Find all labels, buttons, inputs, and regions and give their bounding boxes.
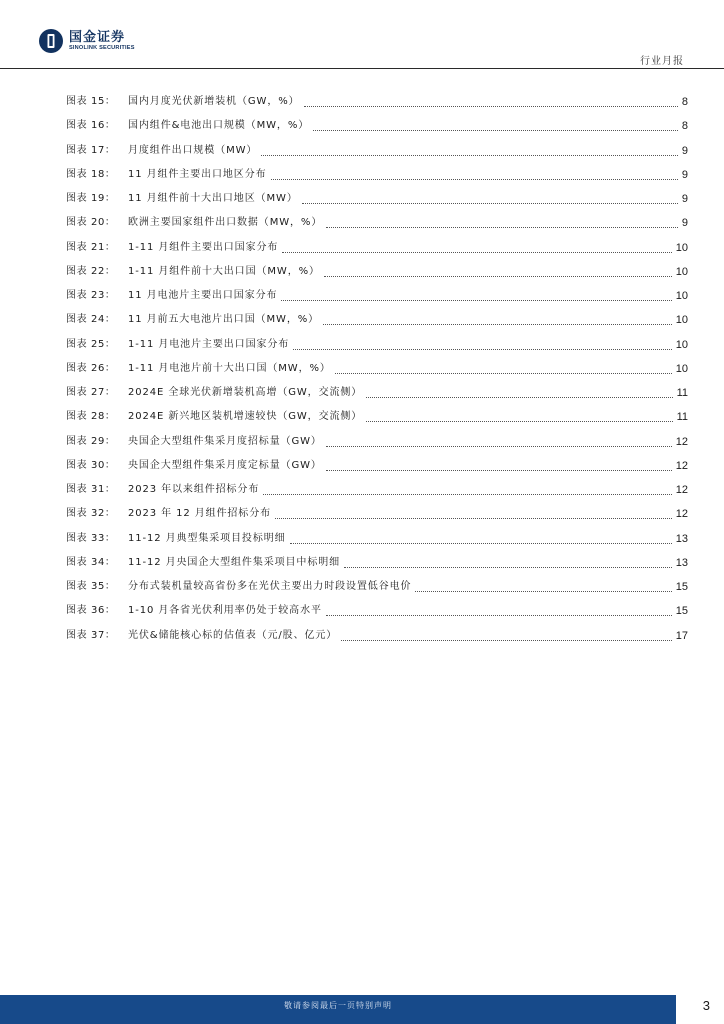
toc-page-number[interactable]: 11 bbox=[676, 387, 688, 400]
header-divider bbox=[0, 68, 724, 69]
toc-page-number[interactable]: 12 bbox=[675, 508, 688, 521]
toc-entry[interactable] bbox=[66, 575, 688, 599]
toc-figure-title[interactable]: 1-11 月组件前十大出口国（MW，%） bbox=[128, 265, 320, 277]
toc-figure-number: 图表 16： bbox=[66, 120, 116, 132]
toc-figure-title[interactable]: 欧洲主要国家组件出口数据（MW，%） bbox=[128, 217, 323, 229]
logo-emblem-icon bbox=[38, 28, 64, 54]
toc-entry[interactable] bbox=[66, 284, 688, 308]
toc-entry[interactable] bbox=[66, 211, 688, 235]
toc-figure-title[interactable]: 2023 年 12 月组件招标分布 bbox=[128, 508, 272, 520]
toc-page-number[interactable]: 12 bbox=[675, 459, 688, 472]
toc-figure-number: 图表 26： bbox=[66, 362, 116, 374]
logo-english-name: SINOLINK SECURITIES bbox=[69, 45, 135, 51]
toc-dot-leader bbox=[341, 639, 672, 641]
toc-figure-number: 图表 23： bbox=[66, 290, 116, 302]
toc-dot-leader bbox=[415, 590, 671, 592]
toc-figure-title[interactable]: 11-12 月央国企大型组件集采项目中标明细 bbox=[128, 556, 341, 568]
toc-dot-leader bbox=[326, 226, 678, 228]
toc-entry[interactable] bbox=[66, 527, 688, 551]
toc-dot-leader bbox=[324, 275, 672, 277]
toc-figure-title[interactable]: 1-11 月电池片主要出口国家分布 bbox=[128, 338, 290, 350]
toc-figure-title[interactable]: 2024E 全球光伏新增装机高增（GW，交流侧） bbox=[128, 387, 363, 399]
toc-figure-number: 图表 36： bbox=[66, 605, 116, 617]
toc-figure-number: 图表 21： bbox=[66, 241, 116, 253]
toc-page-number[interactable]: 10 bbox=[675, 338, 688, 351]
toc-figure-number: 图表 27： bbox=[66, 387, 116, 399]
toc-dot-leader bbox=[366, 396, 672, 398]
toc-entry[interactable] bbox=[66, 308, 688, 332]
toc-dot-leader bbox=[290, 542, 672, 544]
toc-figure-number: 图表 24： bbox=[66, 314, 116, 326]
toc-figure-title[interactable]: 2024E 新兴地区装机增速较快（GW，交流侧） bbox=[128, 411, 363, 423]
report-type-label: 行业月报 bbox=[640, 56, 684, 67]
toc-figure-number: 图表 20： bbox=[66, 217, 116, 229]
toc-dot-leader bbox=[313, 129, 678, 131]
toc-entry[interactable] bbox=[66, 236, 688, 260]
toc-entry[interactable] bbox=[66, 454, 688, 478]
toc-figure-number: 图表 18： bbox=[66, 168, 116, 180]
toc-entry[interactable] bbox=[66, 624, 688, 648]
toc-figure-title[interactable]: 11 月前五大电池片出口国（MW，%） bbox=[128, 314, 320, 326]
toc-entry[interactable] bbox=[66, 478, 688, 502]
toc-figure-number: 图表 29： bbox=[66, 435, 116, 447]
toc-entry[interactable] bbox=[66, 430, 688, 454]
page-number: 3 bbox=[702, 998, 710, 1013]
toc-dot-leader bbox=[366, 420, 672, 422]
toc-figure-title[interactable]: 分布式装机量较高省份多在光伏主要出力时段设置低谷电价 bbox=[128, 581, 412, 593]
toc-dot-leader bbox=[344, 566, 672, 568]
toc-page-number[interactable]: 10 bbox=[675, 241, 688, 254]
toc-dot-leader bbox=[271, 178, 678, 180]
toc-page-number[interactable]: 9 bbox=[681, 217, 688, 230]
toc-entry[interactable] bbox=[66, 90, 688, 114]
toc-figure-number: 图表 19： bbox=[66, 193, 116, 205]
toc-dot-leader bbox=[326, 469, 672, 471]
toc-entry[interactable] bbox=[66, 260, 688, 284]
toc-figure-number: 图表 17： bbox=[66, 144, 116, 156]
toc-figure-title[interactable]: 光伏&储能核心标的估值表（元/股、亿元） bbox=[128, 629, 338, 641]
toc-page-number[interactable]: 9 bbox=[681, 144, 688, 157]
toc-figure-number: 图表 34： bbox=[66, 556, 116, 568]
toc-dot-leader bbox=[326, 445, 672, 447]
toc-page-number[interactable]: 9 bbox=[681, 168, 688, 181]
toc-page-number[interactable]: 11 bbox=[676, 411, 688, 424]
toc-page-number[interactable]: 12 bbox=[675, 435, 688, 448]
page-header bbox=[0, 0, 724, 70]
toc-dot-leader bbox=[304, 105, 678, 107]
toc-page-number[interactable]: 15 bbox=[675, 605, 688, 618]
toc-figure-title[interactable]: 1-11 月电池片前十大出口国（MW，%） bbox=[128, 362, 331, 374]
toc-page-number[interactable]: 10 bbox=[675, 314, 688, 327]
toc-figure-number: 图表 31： bbox=[66, 484, 116, 496]
toc-figure-title[interactable]: 11-12 月典型集采项目投标明细 bbox=[128, 532, 286, 544]
toc-page-number[interactable]: 8 bbox=[681, 96, 688, 109]
toc-page-number[interactable]: 12 bbox=[675, 484, 688, 497]
toc-page-number[interactable]: 10 bbox=[675, 290, 688, 303]
toc-dot-leader bbox=[263, 493, 672, 495]
toc-page-number[interactable]: 17 bbox=[675, 629, 688, 642]
toc-entry[interactable] bbox=[66, 333, 688, 357]
toc-page-number[interactable]: 9 bbox=[681, 193, 688, 206]
toc-figure-number: 图表 25： bbox=[66, 338, 116, 350]
toc-figure-number: 图表 28： bbox=[66, 411, 116, 423]
toc-figure-number: 图表 35： bbox=[66, 581, 116, 593]
toc-figure-number: 图表 22： bbox=[66, 265, 116, 277]
toc-entry[interactable] bbox=[66, 502, 688, 526]
toc-entry[interactable] bbox=[66, 551, 688, 575]
toc-page-number[interactable]: 13 bbox=[675, 556, 688, 569]
toc-figure-title[interactable]: 国内月度光伏新增装机（GW，%） bbox=[128, 96, 300, 108]
company-logo bbox=[38, 28, 135, 54]
toc-figure-title[interactable]: 11 月组件主要出口地区分布 bbox=[128, 168, 267, 180]
toc-dot-leader bbox=[302, 202, 678, 204]
toc-entry[interactable] bbox=[66, 381, 688, 405]
toc-dot-leader bbox=[261, 154, 678, 156]
toc-figure-number: 图表 37： bbox=[66, 629, 116, 641]
toc-figure-title[interactable]: 2023 年以来组件招标分布 bbox=[128, 484, 260, 496]
toc-figure-title[interactable]: 1-10 月各省光伏利用率仍处于较高水平 bbox=[128, 605, 322, 617]
toc-entry[interactable] bbox=[66, 139, 688, 163]
toc-dot-leader bbox=[281, 299, 671, 301]
toc-dot-leader bbox=[326, 614, 672, 616]
toc-figure-title[interactable]: 1-11 月组件主要出口国家分布 bbox=[128, 241, 279, 253]
toc-entry[interactable] bbox=[66, 357, 688, 381]
toc-dot-leader bbox=[275, 517, 672, 519]
toc-dot-leader bbox=[335, 372, 672, 374]
logo-chinese-name: 国金证券 bbox=[69, 30, 126, 45]
table-of-figures bbox=[66, 90, 688, 648]
toc-figure-title[interactable]: 11 月组件前十大出口地区（MW） bbox=[128, 193, 298, 205]
toc-figure-number: 图表 33： bbox=[66, 532, 116, 544]
toc-figure-title[interactable]: 月度组件出口规模（MW） bbox=[128, 144, 258, 156]
toc-page-number[interactable]: 15 bbox=[675, 581, 688, 594]
footer-disclaimer[interactable]: 敬请参阅最后一页特别声明 bbox=[284, 1001, 392, 1010]
toc-page-number[interactable]: 8 bbox=[681, 120, 688, 133]
toc-page-number[interactable]: 10 bbox=[675, 362, 688, 375]
toc-figure-title[interactable]: 国内组件&电池出口规模（MW，%） bbox=[128, 120, 310, 132]
toc-figure-number: 图表 30： bbox=[66, 459, 116, 471]
toc-entry[interactable] bbox=[66, 114, 688, 138]
toc-entry[interactable] bbox=[66, 405, 688, 429]
toc-figure-title[interactable]: 11 月电池片主要出口国家分布 bbox=[128, 290, 278, 302]
toc-page-number[interactable]: 13 bbox=[675, 532, 688, 545]
toc-dot-leader bbox=[323, 323, 672, 325]
toc-dot-leader bbox=[282, 251, 671, 253]
toc-entry[interactable] bbox=[66, 163, 688, 187]
toc-figure-title[interactable]: 央国企大型组件集采月度定标量（GW） bbox=[128, 459, 322, 471]
toc-entry[interactable] bbox=[66, 599, 688, 623]
toc-page-number[interactable]: 10 bbox=[675, 265, 688, 278]
toc-figure-number: 图表 15： bbox=[66, 96, 116, 108]
toc-entry[interactable] bbox=[66, 187, 688, 211]
toc-figure-title[interactable]: 央国企大型组件集采月度招标量（GW） bbox=[128, 435, 322, 447]
toc-dot-leader bbox=[293, 348, 672, 350]
toc-figure-number: 图表 32： bbox=[66, 508, 116, 520]
